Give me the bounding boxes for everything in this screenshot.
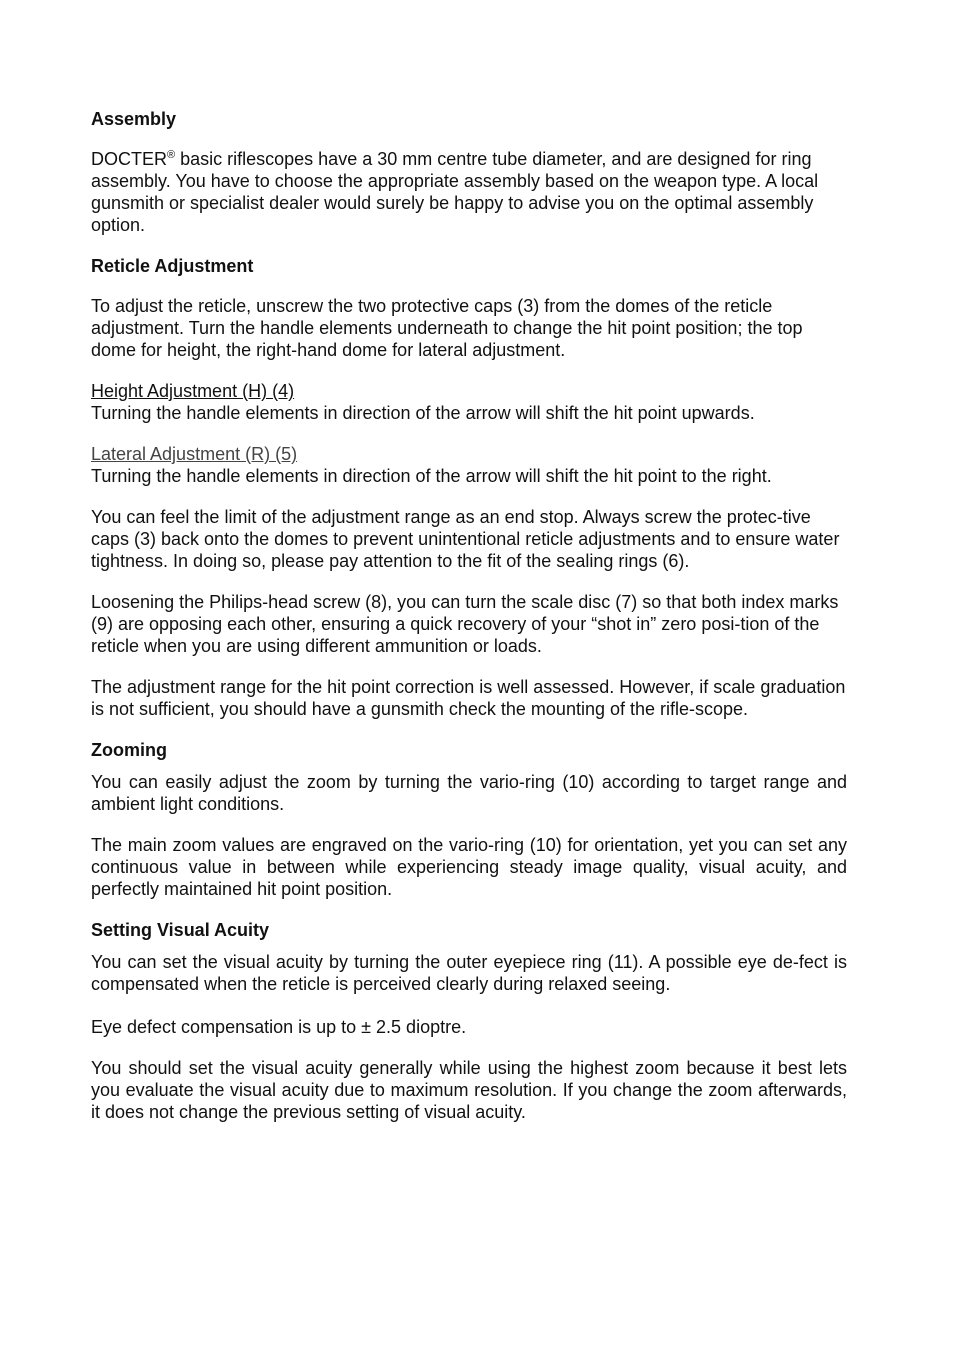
zooming-paragraph-2: The main zoom values are engraved on the vario-ring (10) for orientation, yet you can set any continuous value in between while experiencing steady image quality, visual acuity, and perfectly maintained hit point position.: [91, 835, 847, 899]
assembly-text: basic riflescopes have a 30 mm centre tube diameter, and are designed for ring assembly. You have to choose the appropriate assembly based on the weapon type. A local gunsmith or specialist dealer would surely be happy to advise you on the optimal assembly option.: [91, 149, 819, 235]
document-page: [91, 108, 847, 1123]
assembly-paragraph: [91, 148, 847, 236]
height-adjustment-title: Height Adjustment (H) (4): [91, 381, 295, 401]
acuity-paragraph-3: You should set the visual acuity generally while using the highest zoom because it best lets you evaluate the visual acuity due to maximum resolution. If you change the zoom afterwards, it does not change the previous setting of visual acuity.: [91, 1058, 847, 1122]
assembly-heading: Assembly: [91, 109, 177, 129]
zooming-heading: Zooming: [91, 740, 167, 760]
height-adjustment-text: Turning the handle elements in direction of the arrow will shift the hit point upwards.: [91, 403, 755, 423]
reticle-heading: Reticle Adjustment: [91, 256, 254, 276]
acuity-heading: Setting Visual Acuity: [91, 920, 270, 940]
lateral-adjustment-text: Turning the handle elements in direction of the arrow will shift the hit point to the right.: [91, 466, 772, 486]
screw-paragraph: Loosening the Philips-head screw (8), you can turn the scale disc (7) so that both index marks (9) are opposing each other, ensuring a quick recovery of your “shot in” zero posi-tion of the reticle when you are using different ammunition or loads.: [91, 592, 839, 656]
acuity-paragraph-1: You can set the visual acuity by turning the outer eyepiece ring (11). A possible eye de-fect is compensated when the reticle is perceived clearly during relaxed seeing.: [91, 952, 847, 994]
acuity-paragraph-2: Eye defect compensation is up to ± 2.5 dioptre.: [91, 1017, 467, 1037]
brand-name: DOCTER: [91, 149, 167, 169]
registered-mark: ®: [167, 149, 176, 161]
range-paragraph: The adjustment range for the hit point correction is well assessed. However, if scale graduation is not sufficient, you should have a gunsmith check the mounting of the rifle-scope.: [91, 677, 846, 719]
zooming-paragraph-1: You can easily adjust the zoom by turning the vario-ring (10) according to target range and ambient light conditions.: [91, 772, 847, 814]
lateral-adjustment-title: Lateral Adjustment (R) (5): [91, 444, 298, 464]
limit-paragraph: You can feel the limit of the adjustment range as an end stop. Always screw the protec-tive caps (3) back onto the domes to prevent unintentional reticle adjustments and to ensure water tightness. In doing so, please pay attention to the fit of the sealing rings (6).: [91, 507, 840, 571]
reticle-intro: To adjust the reticle, unscrew the two protective caps (3) from the domes of the reticle adjustment. Turn the handle elements underneath to change the hit point position; the top dome for height, the right-hand dome for lateral adjustment.: [91, 296, 803, 360]
